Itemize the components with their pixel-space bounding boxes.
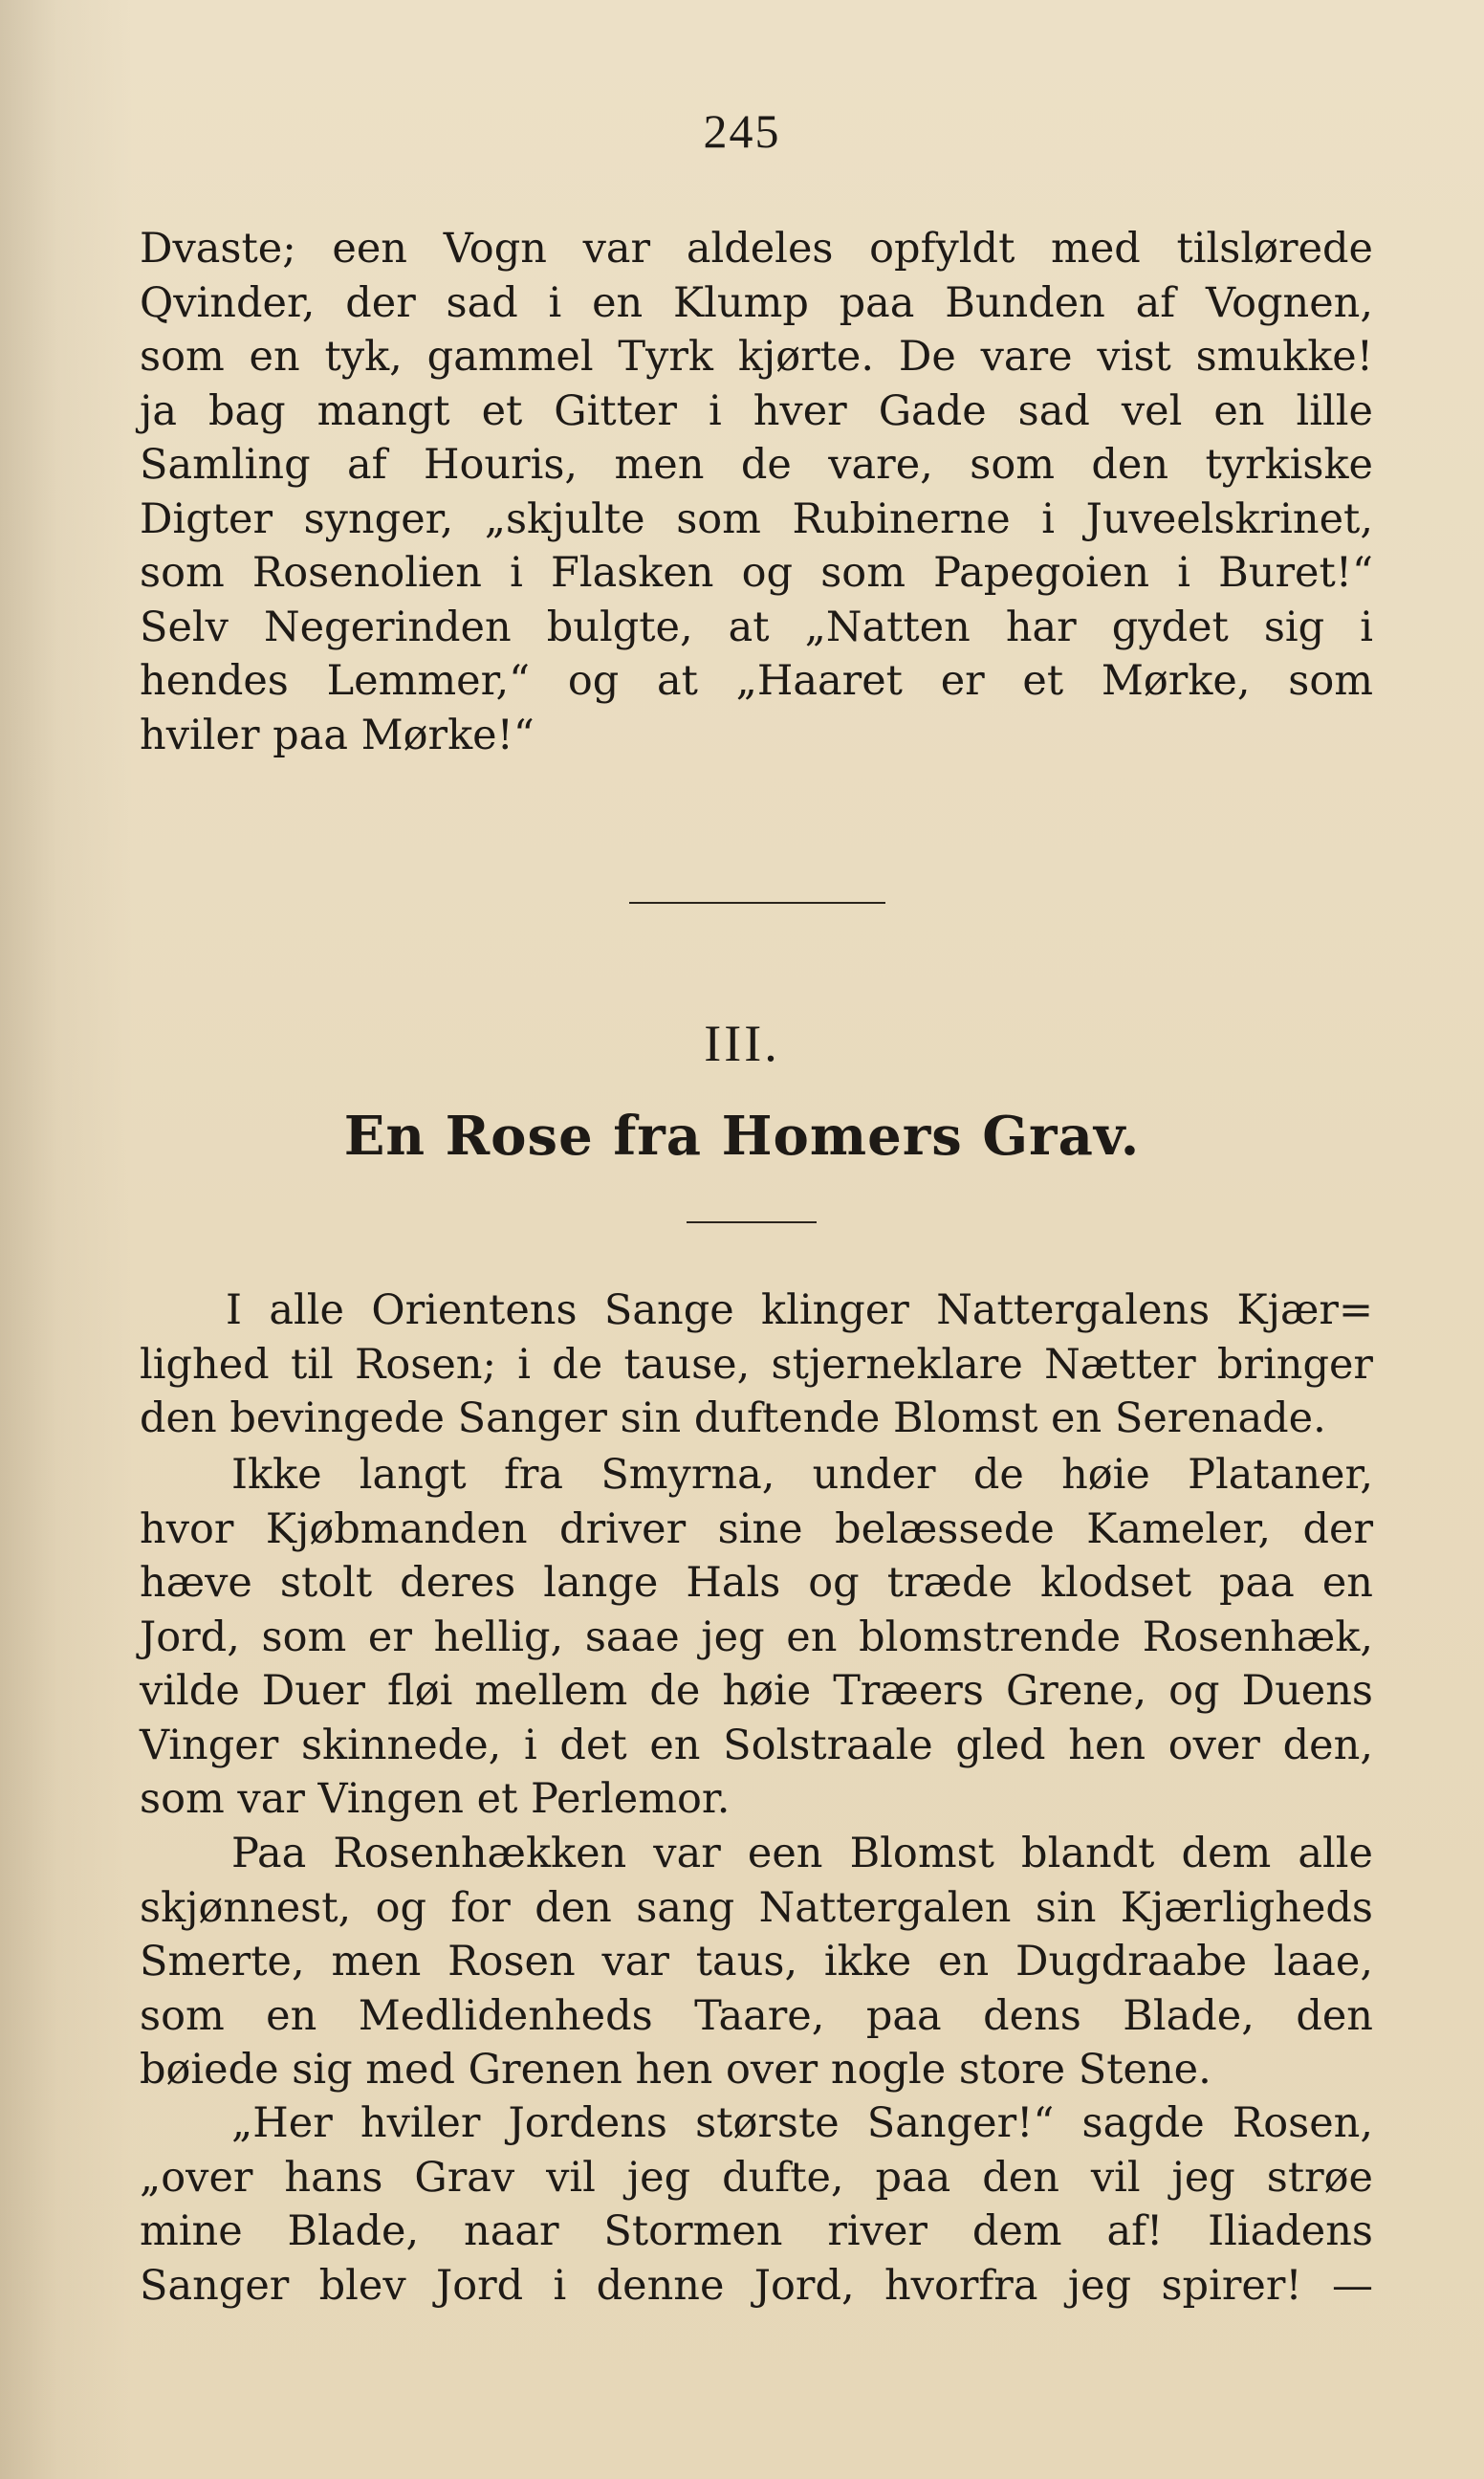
chapter-title: En Rose fra Homers Grav. <box>343 1105 1141 1168</box>
text-line: Qvinder, der sad i en Klump paa Bunden af Vognen, <box>140 278 1373 327</box>
text-line: som en tyk, gammel Tyrk kjørte. De vare vist smukke! <box>140 333 1373 381</box>
paragraph-1 <box>140 1283 1373 1446</box>
text-line: Vinger skinnede, i det en Solstraale gled hen over den, <box>140 1721 1373 1769</box>
text-line: vilde Duer fløi mellem de høie Træers Grene, og Duens <box>140 1667 1373 1715</box>
text-line: Sanger blev Jord i denne Jord, hvorfra jeg spirer! — <box>140 2261 1373 2310</box>
title-underline-rule <box>687 1221 817 1223</box>
text-line: „Her hviler Jordens største Sanger!“ sagde Rosen, <box>231 2099 1373 2147</box>
text-line: skjønnest, og for den sang Nattergalen sin Kjærligheds <box>140 1883 1373 1932</box>
text-line: hæve stolt deres lange Hals og træde klodset paa en <box>140 1559 1373 1607</box>
page-number: 245 <box>703 104 781 158</box>
text-line: som en Medlidenheds Taare, paa dens Blade, den <box>140 1991 1373 2040</box>
text-line: Smerte, men Rosen var taus, ikke en Dugdraabe laae, <box>140 1938 1373 1985</box>
text-line: Ikke langt fra Smyrna, under de høie Plataner, <box>231 1451 1373 1499</box>
text-line: Paa Rosenhækken var een Blomst blandt dem alle <box>231 1830 1373 1877</box>
paragraph-4 <box>140 2096 1373 2313</box>
top-paragraph <box>140 222 1373 762</box>
paragraph-2 <box>140 1448 1373 1827</box>
text-line: Digter synger, „skjulte som Rubinerne i Juveelskrinet, <box>140 494 1373 543</box>
text-line: „over hans Grav vil jeg dufte, paa den vil jeg strøe <box>140 2153 1373 2202</box>
text-line: mine Blade, naar Stormen river dem af! Iliadens <box>140 2207 1373 2255</box>
paragraph-3 <box>140 1827 1373 2097</box>
text-line: som var Vingen et Perlemor. <box>140 1775 731 1823</box>
section-divider-rule <box>629 902 885 904</box>
text-line: lighed til Rosen; i de tause, stjerneklare Nætter bringer <box>140 1340 1373 1389</box>
text-line: I alle Orientens Sange klinger Nattergalens Kjær= <box>226 1286 1373 1334</box>
text-line: Jord, som er hellig, saae jeg en blomstrende Rosenhæk, <box>140 1612 1373 1661</box>
text-line: hvor Kjøbmanden driver sine belæssede Kameler, der <box>140 1504 1373 1553</box>
text-line: som Rosenolien i Flasken og som Papegoien i Buret!“ <box>140 549 1373 597</box>
section-number: III. <box>704 1015 780 1072</box>
text-line: hviler paa Mørke!“ <box>140 711 535 759</box>
text-line: Selv Negerinden bulgte, at „Natten har gydet sig i <box>140 603 1373 651</box>
text-line: bøiede sig med Grenen hen over nogle store Stene. <box>140 2046 1211 2094</box>
text-line: den bevingede Sanger sin duftende Blomst en Serenade. <box>140 1394 1326 1442</box>
text-line: ja bag mangt et Gitter i hver Gade sad vel en lille <box>140 386 1373 435</box>
text-line: Samling af Houris, men de vare, som den tyrkiske <box>140 441 1373 489</box>
text-line: Dvaste; een Vogn var aldeles opfyldt med tilslørede <box>140 225 1373 273</box>
text-line: hendes Lemmer,“ og at „Haaret er et Mørke, som <box>140 657 1373 705</box>
